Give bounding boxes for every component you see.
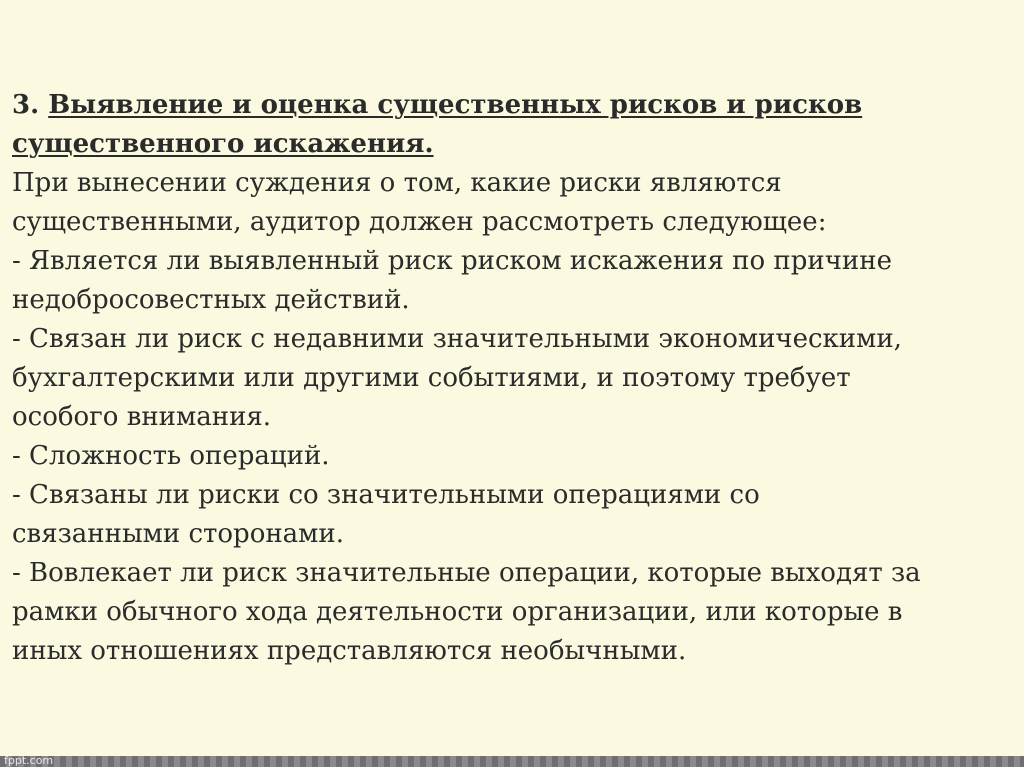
- slide-heading: [12, 86, 1012, 125]
- bullet-line-3: - Сложность операций.: [12, 441, 330, 471]
- bullet-line-2-cont-a: бухгалтерскими или другими событиями, и поэтому требует: [12, 363, 851, 393]
- body-line-1: При вынесении суждения о том, какие риски являются: [12, 168, 782, 198]
- watermark-text: fppt.com: [4, 754, 54, 767]
- slide-heading-continued: [12, 125, 1012, 164]
- bullet-line-2: - Связан ли риск с недавними значительными экономическими,: [12, 324, 902, 354]
- heading-number: 3.: [12, 90, 49, 120]
- heading-title-line-2: существенного искажения.: [12, 129, 434, 159]
- heading-title-line-1: Выявление и оценка существенных рисков и рисков: [48, 90, 863, 120]
- bullet-line-5-cont-b: иных отношениях представляются необычными.: [12, 636, 687, 666]
- slide-body: [12, 86, 1012, 671]
- bullet-line-5: - Вовлекает ли риск значительные операции, которые выходят за: [12, 558, 921, 588]
- footer-bar: [0, 756, 1024, 767]
- bullet-line-2-cont-b: особого внимания.: [12, 402, 272, 432]
- bullet-line-1-cont: недобросовестных действий.: [12, 285, 410, 315]
- bullet-line-4: - Связаны ли риски со значительными операциями со: [12, 480, 760, 510]
- body-line-2: существенными, аудитор должен рассмотреть следующее:: [12, 207, 827, 237]
- bullet-line-1: - Является ли выявленный риск риском искажения по причине: [12, 246, 892, 276]
- bullet-line-5-cont-a: рамки обычного хода деятельности организации, или которые в: [12, 597, 903, 627]
- bullet-line-4-cont: связанными сторонами.: [12, 519, 344, 549]
